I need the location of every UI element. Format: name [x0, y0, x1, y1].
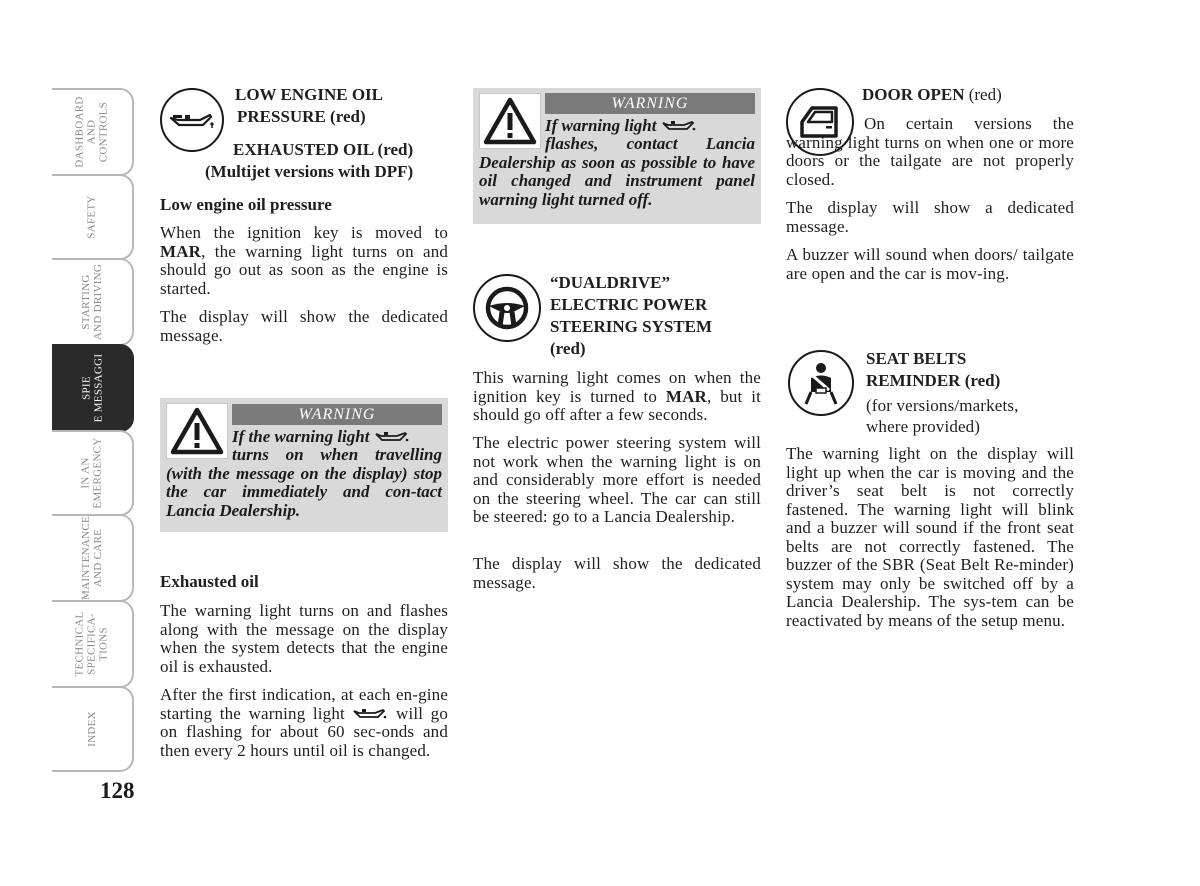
steering-heading-line4: (red)	[550, 339, 586, 358]
paragraph-exhausted-oil-2: After the first indication, at each en-gine starting the warning light will go on flashing for about 60 sec-onds and then every 2 hours until oil is changed.	[160, 685, 448, 760]
tab-dashboard-and-controls[interactable]: DASHBOARD AND CONTROLS	[52, 88, 134, 176]
tab-maintenance-and-care[interactable]: MAINTENANCE AND CARE	[52, 514, 134, 602]
paragraph-steering-1: This warning light comes on when the ignition key is turned to MAR, but it should go off after a few seconds.	[473, 368, 761, 424]
oil-heading-line2: PRESSURE (red)	[237, 107, 366, 126]
steering-heading-line1: “DUALDRIVE”	[550, 273, 670, 292]
tab-in-an-emergency[interactable]: IN AN EMERGENCY	[52, 430, 134, 516]
paragraph-seat-belts: The warning light on the display will light up when the car is moving and the driver’s seat belt is not correctly fastened. The warning light will blink and a buzzer will sound if the front seat belts are not correctly fastened. The buzzer of the SBR (Seat Belt Re-minder) system may only be switched off by a Lancia Dealership. The sys-tem can be reactivated by means of the setup menu.	[786, 444, 1074, 630]
oil-can-icon	[160, 88, 224, 152]
subheading-low-oil-pressure: Low engine oil pressure	[160, 195, 332, 214]
paragraph-steering-2: The electric power steering system will not work when the warning light is on and considerably more effort is needed on the steering wheel. The car can still be steered: go to a Lancia Dealership.	[473, 433, 761, 526]
oil-heading-line1: LOW ENGINE OIL	[235, 85, 384, 104]
page-number: 128	[100, 778, 135, 803]
paragraph-oil-pressure-1: When the ignition key is moved to MAR, the warning light turns on and should go out as soon as the engine is started.	[160, 223, 448, 298]
paragraph-oil-pressure-2: The display will show the dedicated message.	[160, 307, 448, 345]
subheading-exhausted-oil: Exhausted oil	[160, 572, 259, 591]
tab-safety[interactable]: SAFETY	[52, 174, 134, 260]
warning-title: WARNING	[545, 93, 755, 114]
paragraph-door-2: The display will show a dedicated message.	[786, 198, 1074, 236]
steering-heading-line3: STEERING SYSTEM	[550, 317, 713, 336]
tab-index[interactable]: INDEX	[52, 686, 134, 772]
tab-starting-and-driving[interactable]: STARTING AND DRIVING	[52, 258, 134, 346]
oil-heading-line3: EXHAUSTED OIL (red)	[233, 140, 414, 159]
paragraph-door-3: A buzzer will sound when doors/ tailgate are open and the car is mov-ing.	[786, 245, 1074, 283]
paragraph-steering-3: The display will show the dedicated message.	[473, 554, 761, 592]
door-open-heading: DOOR OPEN (red)	[862, 85, 1002, 104]
steering-heading-line2: ELECTRIC POWER	[550, 295, 708, 314]
warning-text-line1: If the warning light	[232, 428, 442, 447]
warning-text-line1: If warning light	[545, 117, 755, 136]
warning-box-oil-pressure	[160, 398, 448, 532]
warning-title: WARNING	[232, 404, 442, 425]
seat-belt-icon	[788, 350, 854, 416]
paragraph-door-1: On certain versions the warning light turns on when one or more doors or the tailgate are not properly closed.	[786, 114, 1074, 189]
oil-heading-line4: (Multijet versions with DPF)	[205, 162, 414, 181]
paragraph-exhausted-oil-1: The warning light turns on and flashes along with the message on the display when the system detects that the engine oil is exhausted.	[160, 601, 448, 676]
tab-spie-e-messaggi[interactable]: SPIE E MESSAGGI	[52, 344, 134, 432]
warning-text-body: turns on when travelling (with the message on the display) stop the car immediately and con-tact Lancia Dealership.	[166, 445, 442, 520]
seat-belts-heading-line3: (for versions/markets,	[866, 396, 1019, 415]
warning-text-body: flashes, contact Lancia Dealership as soon as possible to have oil changed and instrument panel warning light turned off.	[479, 134, 755, 209]
seat-belts-heading-line2: REMINDER (red)	[866, 371, 1001, 390]
warning-box-exhausted-oil	[473, 88, 761, 224]
seat-belts-heading-line4: where provided)	[866, 417, 981, 436]
steering-wheel-icon	[473, 274, 541, 342]
tab-technical-specifications[interactable]: TECHNICAL SPECIFICA- TIONS	[52, 600, 134, 688]
seat-belts-heading-line1: SEAT BELTS	[866, 349, 967, 368]
